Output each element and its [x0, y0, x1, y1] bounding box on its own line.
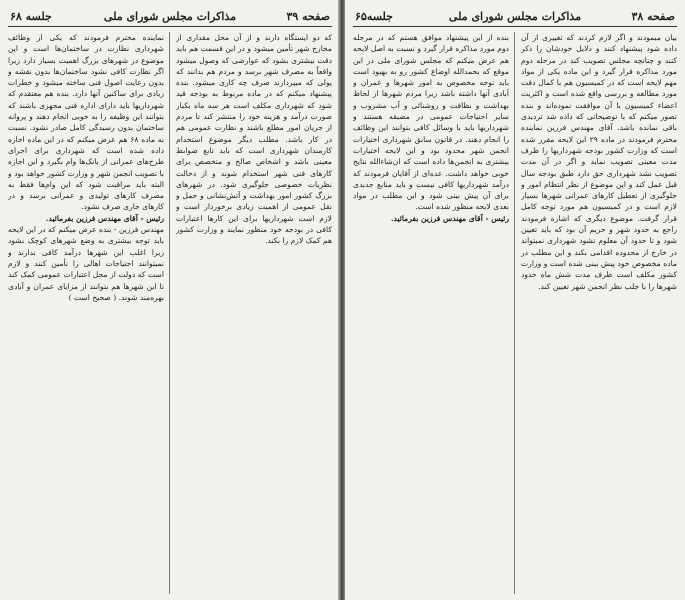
right-speaker-line: رئیس - آقای مهندس فرزین بفرمائید. [390, 213, 509, 223]
left-page-title: مذاکرات مجلس شورای ملی [103, 10, 237, 23]
right-page [345, 0, 685, 600]
left-speaker-line: رئیس - آقای مهندس فرزین بفرمائید. [45, 213, 164, 223]
left-page [0, 0, 340, 600]
right-page-session: جلسه۶۵ [355, 10, 393, 23]
right-column-right [521, 32, 677, 594]
left-column-divider [169, 32, 170, 594]
right-column-left-text: بنده از این پیشنهاد موافق هستم که در مرحله دوم مورد مذاکره قرار گیرد و نسبت به اصل لایحه هم عرض میکنم که مجلس شورای ملی در این موقع که بحمدالله اوضاع کشور رو به بهبود است باید توجه مخصوص به امور شهرها و عمران و آبادی آنها داشته باشد زیرا مردم شهرها از لحاظ بهداشت و نظافت و روشنائی و آب مشروب و سایر احتیاجات عمومی در مضیقه هستند و شهرداریها باید با وسائل کافی بتوانند این وظائف را انجام دهند. در قانون سابق شهرداری اختیارات انجمن شهر محدود بود و این لایحه اختیارات بیشتری به انجمن‌ها داده است که ان‌شاءالله نتایج خوبی خواهد داشت. عده‌ای از آقایان فرمودند که درآمد شهرداریها کافی نیست و باید منابع جدیدی برای آن پیش بینی شود و این مطلب در مواد بعدی لایحه منظور شده است. [353, 33, 509, 212]
right-header-rule [353, 26, 677, 27]
right-page-label: صفحه ۳۸ [631, 10, 675, 23]
left-column-left [8, 32, 164, 594]
left-header-rule [8, 26, 332, 27]
left-column-left-text: نماینده محترم فرمودند که یکی از وظائف شهرداری نظارت در ساختمان‌ها است و این موضوع در شهرهای بزرگ اهمیت بسیار دارد زیرا اگر نظارت کافی نشود ساختمان‌ها بدون نقشه و بدون رعایت اصول فنی ساخته میشود و خطرات زیادی برای ساکنین آنها دارد. بنده هم معتقدم که شهرداریها باید دارای اداره فنی مجهزی باشند که بتوانند این وظیفه را به خوبی انجام دهند و پروانه ساختمان بدون رسیدگی کامل صادر نشود. نسبت به ماده ۶۸ هم عرض میکنم که در این ماده اجازه داده شده است که شهرداری برای اجرای طرح‌های عمرانی از بانک‌ها وام بگیرد و این اجازه با تصویب انجمن شهر و وزارت کشور خواهد بود و البته باید مراقبت شود که این وام‌ها فقط به مصرف کارهای تولیدی و عمرانی برسد و در کارهای جاری صرف نشود. [8, 33, 164, 212]
right-page-title: مذاکرات مجلس شورای ملی [448, 10, 582, 23]
left-column-left-continuation: مهندس فرزین - بنده عرض میکنم که در این لایحه باید توجه بیشتری به وضع شهرهای کوچک بشود زیرا اغلب این شهرها درآمد کافی ندارند و نمیتوانند احتیاجات اهالی را تأمین کنند و لازم است که دولت از محل اعتبارات عمومی کمک کند تا این شهرها هم بتوانند از مزایای عمران و آبادی بهره‌مند شوند. ( صحیح است ) [8, 225, 164, 302]
left-page-label: صفحه ۳۹ [286, 10, 330, 23]
left-page-header [10, 7, 330, 27]
left-column-right-text: که دو ایستگاه دارند و از آن محل مقداری از مخارج شهر تأمین میشود و در این قسمت هم باید دقت بیشتری بشود که عوارضی که وصول میشود واقعاً به مصرف شهر برسد و مردم هم بدانند که پولی که میپردازند صرف چه کاری میشود. بنده پیشنهاد میکنم که در ماده مربوط به بودجه قید شود که شهرداری مکلف است هر سه ماه یکبار صورت درآمد و هزینه خود را منتشر کند تا مردم از جریان امور مطلع باشند و نظارت عمومی هم در کار باشد. مطلب دیگر موضوع استخدام کارمندان شهرداری است که باید تابع ضوابط معینی باشد و اشخاص صالح و متخصص برای کارهای فنی شهر استخدام شوند و از دخالت نظریات خصوصی جلوگیری شود. در شهرهای بزرگ کشور امور بهداشت و آتش‌نشانی و حمل و نقل عمومی از اهمیت زیادی برخوردار است و لازم است شهرداریها برای این کارها اعتبارات کافی در بودجه خود منظور نمایند و وزارت کشور هم کمک لازم را بکند. [176, 33, 332, 246]
right-page-header [355, 7, 675, 27]
right-column-left [353, 32, 509, 594]
left-page-columns [8, 32, 332, 594]
right-column-divider [514, 32, 515, 594]
left-column-right [176, 32, 332, 594]
right-page-columns [353, 32, 677, 594]
right-column-right-text: بیان میمودند و اگر لازم کردند که تغییری از آن داده شود پیشنهاد کنند و دلایل خودشان را ذکر کنند و چنانچه مجلس تصویب کند در مرحله دوم مورد مذاکره قرار گیرد و این ماده یکی از مواد مهم لایحه است که در کمیسیون هم با کمال دقت مورد مطالعه و بررسی واقع شده است و اکثریت اعضاء کمیسیون با آن موافقت نموده‌اند و بنده تصور میکنم که با توضیحاتی که داده شد تردیدی باقی نمانده باشد. آقای مهندس فرزین نماینده محترم فرمودند در ماده ۲۹ این لایحه مقرر شده است که وزارت کشور بودجه شهرداریها را ظرف مدت معینی تصویب نماید و اگر در آن مدت تصویب نشد شهرداری حق دارد طبق بودجه سال قبل عمل کند و این موضوع از نظر انتظام امور و جلوگیری از تعطیل کارهای عمرانی شهرها بسیار لازم است و در کمیسیون هم مورد توجه کامل قرار گرفت. موضوع دیگری که اشاره فرمودند راجع به حدود شهر و حریم آن بود که باید تعیین شود و تا حدود آن معلوم نشود شهرداری نمیتواند در خارج از محدوده اقدامی بکند و این مطلب در ماده مخصوص خود پیش بینی شده است و وزارت کشور مکلف است ظرف مدت شش ماه حدود شهرها را با جلب نظر انجمن شهر تعیین کند. [521, 33, 677, 291]
left-page-session: جلسه ۶۸ [10, 10, 52, 23]
